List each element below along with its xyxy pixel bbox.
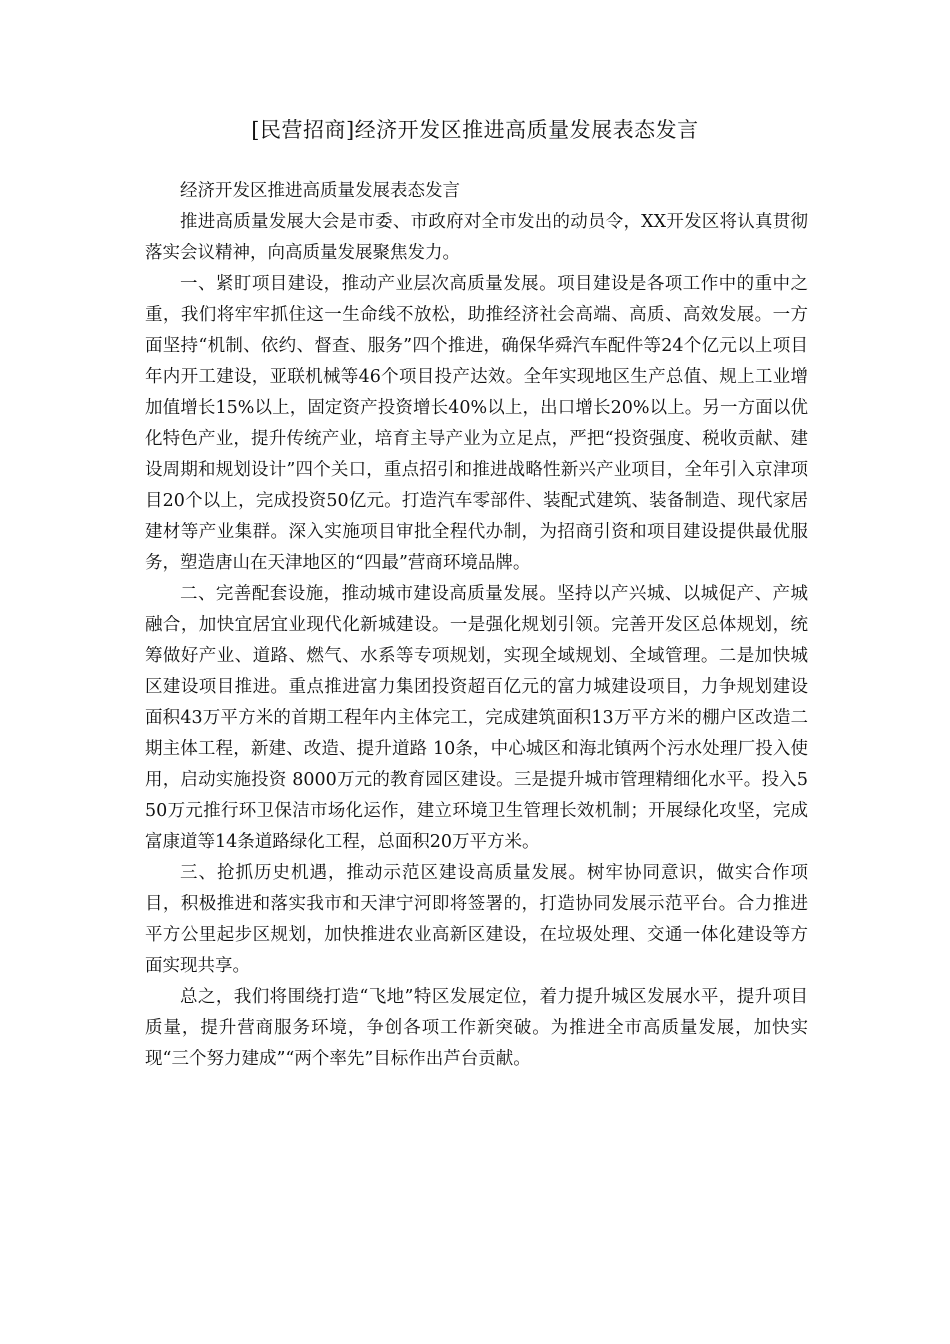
section-two-paragraph: 二、完善配套设施，推动城市建设高质量发展。坚持以产兴城、以城促产、产城融合，加快宜居宜业现代化新城建设。一是强化规划引领。完善开发区总体规划，统筹做好产业、道路、燃气、水系等专项规划，实现全域规划、全域管理。二是加快城区建设项目推进。重点推进富力集团投资超百亿元的富力城建设项目，力争规划建设面积43万平方米的首期工程年内主体完工，完成建筑面积13万平方米的棚户区改造二期主体工程，新建、改造、提升道路 10条，中心城区和海北镇两个污水处理厂投入使用，启动实施投资 8000万元的教育园区建设。三是提升城市管理精细化水平。投入550万元推行环卫保洁市场化运作，建立环境卫生管理长效机制；开展绿化攻坚，完成富康道等14条道路绿化工程，总面积20万平方米。	[145, 584, 808, 852]
document-body	[145, 176, 808, 1075]
subtitle-paragraph: 经济开发区推进高质量发展表态发言	[180, 181, 460, 201]
intro-paragraph: 推进高质量发展大会是市委、市政府对全市发出的动员令，XX开发区将认真贯彻落实会议精神，向高质量发展聚焦发力。	[145, 212, 808, 263]
section-three-paragraph: 三、抢抓历史机遇，推动示范区建设高质量发展。树牢协同意识，做实合作项目，积极推进和落实我市和天津宁河即将签署的，打造协同发展示范平台。合力推进平方公里起步区规划，加快推进农业高新区建设，在垃圾处理、交通一体化建设等方面实现共享。	[145, 863, 808, 976]
document-title: [民营招商]经济开发区推进高质量发展表态发言	[251, 118, 699, 142]
conclusion-paragraph: 总之，我们将围绕打造“飞地”特区发展定位，着力提升城区发展水平，提升项目质量，提升营商服务环境，争创各项工作新突破。为推进全市高质量发展，加快实现“三个努力建成”“两个率先”目标作出芦台贡献。	[145, 987, 808, 1069]
section-one-paragraph: 一、紧盯项目建设，推动产业层次高质量发展。项目建设是各项工作中的重中之重，我们将牢牢抓住这一生命线不放松，助推经济社会高端、高质、高效发展。一方面坚持“机制、依约、督查、服务”四个推进，确保华舜汽车配件等24个亿元以上项目年内开工建设，亚联机械等46个项目投产达效。全年实现地区生产总值、规上工业增加值增长15%以上，固定资产投资增长40%以上，出口增长20%以上。另一方面以优化特色产业，提升传统产业，培育主导产业为立足点，严把“投资强度、税收贡献、建设周期和规划设计”四个关口，重点招引和推进战略性新兴产业项目，全年引入京津项目20个以上，完成投资50亿元。打造汽车零部件、装配式建筑、装备制造、现代家居建材等产业集群。深入实施项目审批全程代办制，为招商引资和项目建设提供最优服务，塑造唐山在天津地区的“四最”营商环境品牌。	[145, 274, 808, 573]
